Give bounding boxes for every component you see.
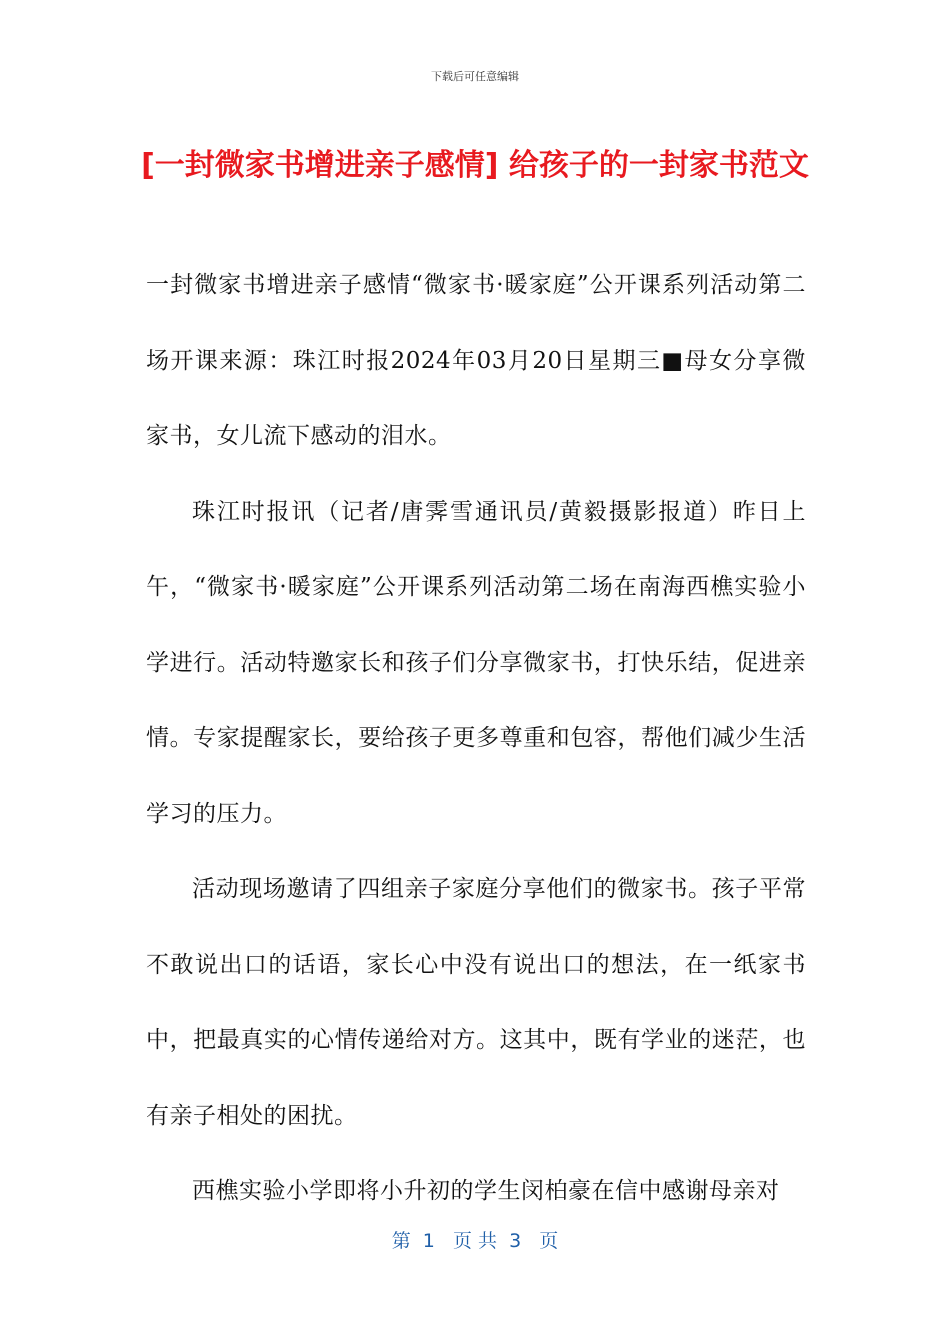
paragraph-2: 珠江时报讯（记者/唐霁雪通讯员/黄毅摄影报道）昨日上午，“微家书·暖家庭”公开课系列活动第二场在南海西樵实验小学进行。活动特邀家长和孩子们分享微家书，打快乐结，促进亲情。专家提醒家长，要给孩子更多尊重和包容，帮他们减少生活学习的压力。 bbox=[146, 498, 806, 827]
document-title: [一封微家书增进亲子感情] 给孩子的一封家书范文 bbox=[141, 148, 809, 183]
paragraph-4: 西樵实验小学即将小升初的学生闵柏豪在信中感谢母亲对 bbox=[192, 1178, 780, 1204]
paragraph-3: 活动现场邀请了四组亲子家庭分享他们的微家书。孩子平常不敢说出口的话语，家长心中没有说出口的想法，在一纸家书中，把最真实的心情传递给对方。这其中，既有学业的迷茫，也有亲子相处的困扰。 bbox=[146, 876, 806, 1129]
header-note: 下载后可任意编辑 bbox=[431, 70, 519, 83]
document-body bbox=[146, 248, 806, 1230]
page-number-footer: 第 1 页 共 3 页 bbox=[391, 1230, 559, 1252]
paragraph-1: 一封微家书增进亲子感情“微家书·暖家庭”公开课系列活动第二场开课来源：珠江时报2024年03月20日星期三■母女分享微家书，女儿流下感动的泪水。 bbox=[146, 272, 806, 449]
